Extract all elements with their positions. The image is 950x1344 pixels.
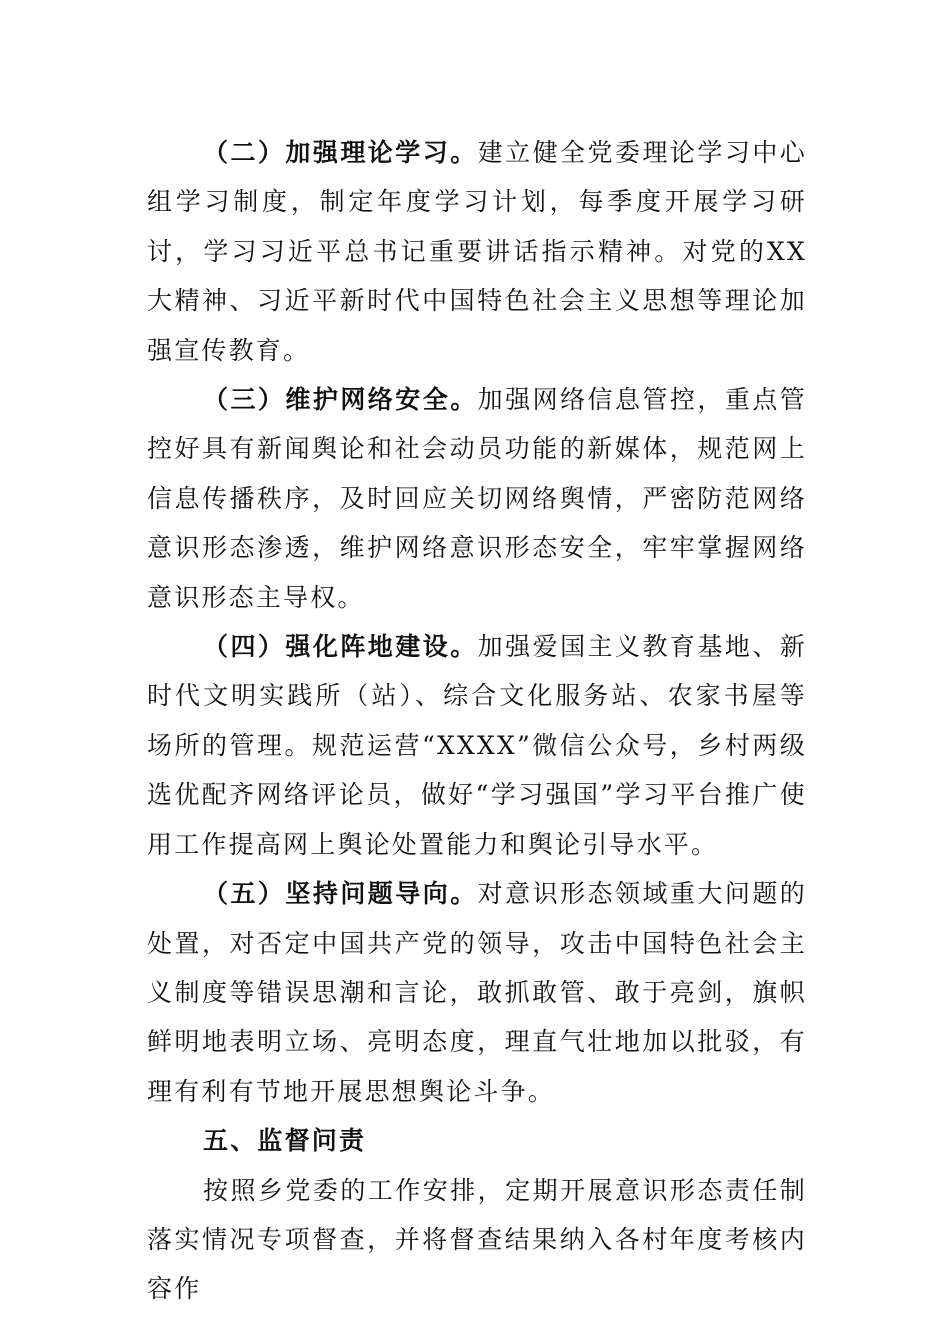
section-heading: （三）维护网络安全。 <box>203 385 478 415</box>
document-page <box>147 128 807 1314</box>
section-body: 建立健全党委理论学习中心组学习制度，制定年度学习计划，每季度开展学习研讨，学习习近平总书记重要讲话指示精神。对党的XX大精神、习近平新时代中国特色社会主义思想等理论加强宣传教育。 <box>147 138 807 365</box>
section-body: 对意识形态领域重大问题的处置，对否定中国共产党的领导，攻击中国特色社会主义制度等错误思潮和言论，敢抓敢管、敢于亮剑，旗帜鲜明地表明立场、亮明态度，理直气壮地加以批驳，有理有利有节地开展思想舆论斗争。 <box>147 879 807 1106</box>
section-strengthen-theory-study <box>147 128 807 375</box>
section-body: 加强网络信息管控，重点管控好具有新闻舆论和社会动员功能的新媒体，规范网上信息传播秩序，及时回应关切网络舆情，严密防范网络意识形态渗透，维护网络意识形态安全，牢牢掌握网络意识形态主导权。 <box>147 385 807 612</box>
section-heading: （五）坚持问题导向。 <box>203 879 478 909</box>
paragraph-supervision: 按照乡党委的工作安排，定期开展意识形态责任制落实情况专项督查，并将督查结果纳入各村年度考核内容作 <box>147 1175 807 1304</box>
section-position-building <box>147 622 807 869</box>
section-body: 加强爱国主义教育基地、新时代文明实践所（站）、综合文化服务站、农家书屋等场所的管理。规范运营“XXXX”微信公众号，乡村两级选优配齐网络评论员，做好“学习强国”学习平台推广使用工作提高网上舆论处置能力和舆论引导水平。 <box>147 632 807 859</box>
section-network-security <box>147 375 807 622</box>
section-problem-orientation <box>147 869 807 1116</box>
heading-supervision-accountability: 五、监督问责 <box>203 1126 367 1156</box>
section-heading: （四）强化阵地建设。 <box>203 632 478 662</box>
section-heading: （二）加强理论学习。 <box>203 138 478 167</box>
